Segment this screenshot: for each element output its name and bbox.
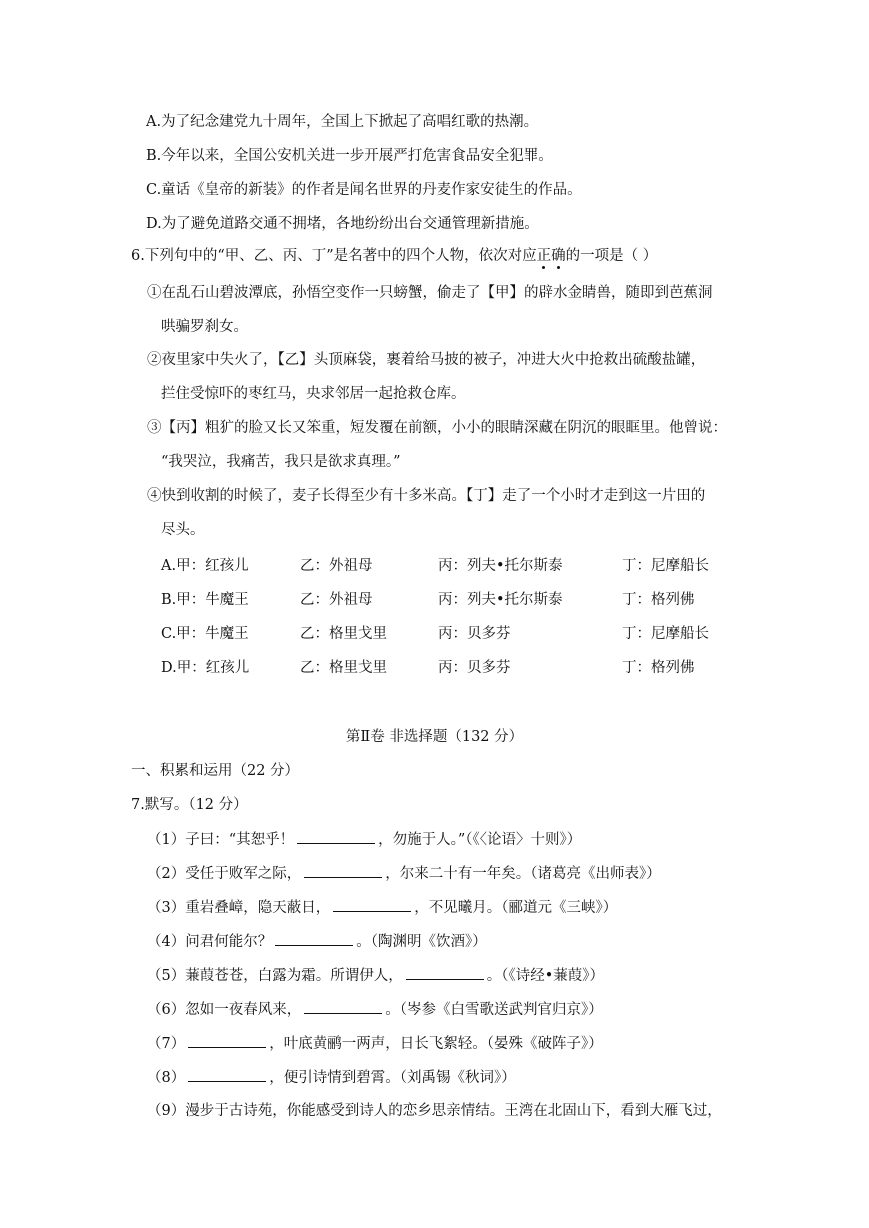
q6-item-4-line-1: ④快到收割的时候了，麦子长得至少有十多米高。【丁】走了一个小时才走到这一片田的 (147, 488, 706, 504)
answer-blank[interactable] (297, 829, 375, 844)
q7-item-1-post: ，勿施于人。”（《〈论语〉十则》） (378, 832, 582, 848)
q7-item-6 (147, 999, 603, 1020)
q7-item-4-pre: （4）问君何能尔？ (147, 934, 273, 950)
q7-item-1-pre: （1）子曰：“其恕乎！ (147, 832, 295, 848)
q6-choice-b-bing: 丙：列夫•托尔斯泰 (438, 592, 563, 608)
q7-item-5-pre: （5）蒹葭苍苍，白露为霜。所谓伊人， (147, 968, 403, 984)
q5-option-a: A.为了纪念建党九十周年，全国上下掀起了高唱红歌的热潮。 (146, 114, 539, 130)
answer-blank[interactable] (304, 999, 382, 1014)
q6-item-2-line-2: 拦住受惊吓的枣红马，央求邻居一起抢救仓库。 (161, 386, 466, 402)
part-2-title: 第Ⅱ卷 非选择题（132 分） (345, 729, 524, 745)
q6-choice-a-bing: 丙：列夫•托尔斯泰 (438, 558, 563, 574)
q6-stem-emphasis-2: 确 (551, 248, 566, 264)
q7-item-4-post: 。（陶渊明《饮酒》） (356, 934, 487, 950)
q6-choice-a-ding: 丁：尼摩船长 (622, 558, 709, 574)
answer-blank[interactable] (275, 931, 353, 946)
q7-item-8-post: ，便引诗情到碧霄。（刘禹锡《秋词》） (269, 1070, 516, 1086)
q6-item-4-line-2: 尽头。 (161, 522, 205, 538)
q7-item-2-pre: （2）受任于败军之际， (147, 866, 302, 882)
q6-choice-d-ding: 丁：格列佛 (622, 660, 695, 676)
q6-choice-b-yi: 乙：外祖母 (300, 592, 373, 608)
q7-item-8-pre: （8） (147, 1070, 186, 1086)
q7-item-8 (147, 1067, 516, 1088)
q7-item-3-post: ，不见曦月。（郦道元《三峡》） (414, 900, 618, 916)
q7-item-7 (147, 1033, 603, 1054)
q6-choice-b-ding: 丁：格列佛 (622, 592, 695, 608)
q7-item-7-pre: （7） (147, 1036, 186, 1052)
answer-blank[interactable] (304, 863, 382, 878)
q6-choice-b-jia: B.甲：牛魔王 (161, 592, 249, 608)
q6-choice-c-yi: 乙：格里戈里 (300, 626, 387, 642)
q6-stem-text-a: 6.下列句中的“甲、乙、丙、丁”是名著中的四个人物，依次对应 (131, 248, 537, 264)
q7-title: 7.默写。（12 分） (131, 797, 248, 813)
q5-option-b: B.今年以来，全国公安机关进一步开展严打危害食品安全犯罪。 (146, 148, 553, 164)
q7-item-9: （9）漫步于古诗苑，你能感受到诗人的恋乡思亲情结。王湾在北固山下，看到大雁飞过， (147, 1103, 722, 1119)
q7-item-5 (147, 965, 604, 986)
answer-blank[interactable] (406, 965, 484, 980)
answer-blank[interactable] (333, 897, 411, 912)
q6-choice-a-yi: 乙：外祖母 (300, 558, 373, 574)
section-1-heading: 一、积累和运用（22 分） (131, 763, 300, 779)
q6-choice-d-bing: 丙：贝多芬 (438, 660, 511, 676)
q7-item-3-pre: （3）重岩叠嶂，隐天蔽日， (147, 900, 331, 916)
q7-item-7-post: ，叶底黄鹂一两声，日长飞絮轻。（晏殊《破阵子》） (269, 1036, 603, 1052)
q7-item-4 (147, 931, 487, 952)
q6-item-3-line-1: ③【丙】粗犷的脸又长又笨重，短发覆在前额，小小的眼睛深藏在阴沉的眼眶里。他曾说： (147, 420, 727, 436)
q7-item-6-post: 。（岑参《白雪歌送武判官归京》） (385, 1002, 603, 1018)
q6-choice-d-yi: 乙：格里戈里 (300, 660, 387, 676)
q6-stem (131, 246, 657, 266)
answer-blank[interactable] (188, 1067, 266, 1082)
q6-choice-d-jia: D.甲：红孩儿 (161, 660, 250, 676)
q6-choice-c-bing: 丙：贝多芬 (438, 626, 511, 642)
q5-option-d: D.为了避免道路交通不拥堵，各地纷纷出台交通管理新措施。 (146, 216, 539, 232)
q7-item-2-post: ，尔来二十有一年矣。（诸葛亮《出师表》） (385, 866, 661, 882)
q6-choice-c-ding: 丁：尼摩船长 (622, 626, 709, 642)
q6-stem-emphasis-1: 正 (536, 248, 552, 264)
q6-item-1-line-2: 哄骗罗刹女。 (161, 319, 248, 335)
q6-item-1-line-1: ①在乱石山碧波潭底，孙悟空变作一只螃蟹，偷走了【甲】的辟水金睛兽，随即到芭蕉洞 (147, 285, 713, 301)
q6-stem-text-b: 的一项是（ ） (565, 248, 658, 264)
q6-choice-c-jia: C.甲：牛魔王 (161, 626, 249, 642)
answer-blank[interactable] (188, 1033, 266, 1048)
q6-item-3-line-2: “我哭泣，我痛苦，我只是欲求真理。” (161, 454, 401, 470)
q7-item-3 (147, 897, 617, 918)
q7-item-1 (147, 829, 581, 850)
q5-option-c: C.童话《皇帝的新装》的作者是闻名世界的丹麦作家安徒生的作品。 (146, 182, 582, 198)
q7-item-5-post: 。（《诗经•蒹葭》） (486, 968, 605, 984)
q7-item-6-pre: （6）忽如一夜春风来， (147, 1002, 302, 1018)
q6-item-2-line-1: ②夜里家中失火了，【乙】头顶麻袋，裹着给马披的被子，冲进大火中抢救出硫酸盐罐， (147, 352, 706, 368)
q7-item-2 (147, 863, 661, 884)
q6-choice-a-jia: A.甲：红孩儿 (161, 558, 249, 574)
